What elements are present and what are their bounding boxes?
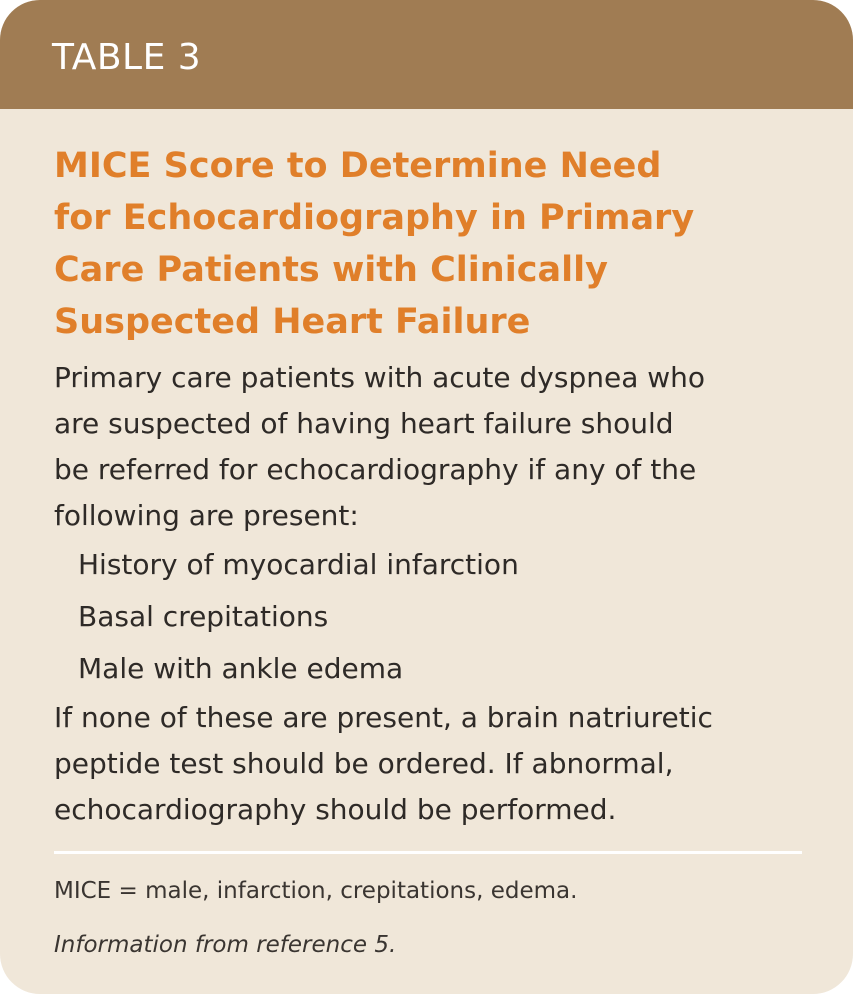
title-line: Suspected Heart Failure [54,302,531,342]
criterion-item: History of myocardial infarction [78,548,519,581]
table-header [0,0,853,109]
abbreviation-footnote: MICE = male, infarction, crepitations, edema. [54,878,578,904]
table-number: TABLE 3 [52,37,202,78]
table-title [54,140,813,348]
intro-line: be referred for echocardiography if any of the [54,453,697,486]
criterion-item: Basal crepitations [78,600,329,633]
source-note: Information from reference 5. [54,932,397,958]
intro-line: following are present: [54,499,359,532]
divider [54,851,802,854]
followup-line: If none of these are present, a brain natriuretic [54,701,713,734]
title-line: Care Patients with Clinically [54,250,608,290]
table-content [0,140,853,960]
criteria-list [54,539,813,695]
followup-line: echocardiography should be performed. [54,793,617,826]
followup-line: peptide test should be ordered. If abnormal, [54,747,674,780]
criterion-item: Male with ankle edema [78,652,404,685]
intro-line: are suspected of having heart failure should [54,407,674,440]
title-line: MICE Score to Determine Need [54,146,662,186]
followup-paragraph [54,695,813,833]
intro-line: Primary care patients with acute dyspnea who [54,361,706,394]
intro-paragraph [54,355,813,539]
title-line: for Echocardiography in Primary [54,198,695,238]
